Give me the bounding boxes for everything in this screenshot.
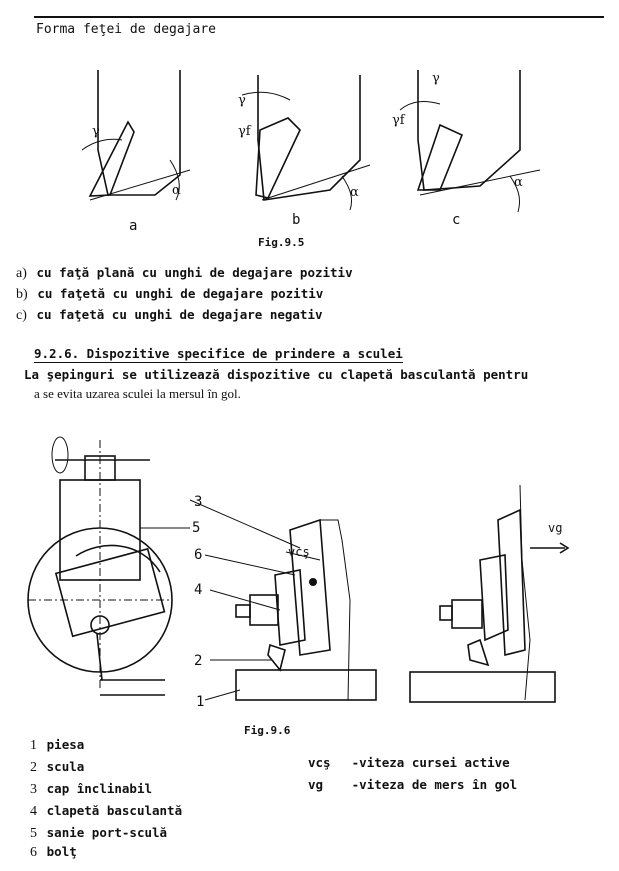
planer-head-side-view-active <box>190 500 376 700</box>
gamma-f-label-c: γf <box>392 113 405 128</box>
callout-4: 4 <box>194 582 203 598</box>
subsection-heading: 9.2.6. Dispozitive specifice de prindere a sculei <box>34 346 403 361</box>
callout-5: 5 <box>192 520 201 536</box>
callout-3: 3 <box>194 494 203 510</box>
vg-arrow-label: vg <box>548 521 563 535</box>
gamma-label-a: γ <box>92 124 100 139</box>
list-item: vcş -viteza cursei active <box>308 755 510 770</box>
paragraph-line-2: a se evita uzarea sculei la mersul în gol. <box>34 386 241 401</box>
panel-label-b: b <box>292 212 301 228</box>
list-item: 6 bolţ <box>30 844 77 860</box>
alpha-label-a: α <box>172 183 181 198</box>
planer-head-front-view <box>28 437 190 695</box>
section-title: Forma feţei de degajare <box>36 22 217 37</box>
list-item: a) cu faţă plană cu unghi de degajare pozitiv <box>16 265 353 281</box>
list-item: 1 piesa <box>30 737 85 753</box>
vcs-arrow-label: vcş <box>288 545 310 559</box>
alpha-label-b: α <box>350 185 359 200</box>
figure-9-5-caption: Fig.9.5 <box>258 236 305 249</box>
velocity-legend <box>308 752 517 796</box>
panel-label-a: a <box>129 218 138 234</box>
planer-head-side-view-return <box>410 485 568 702</box>
callout-1: 1 <box>196 694 205 710</box>
parts-legend <box>30 734 182 863</box>
figure-9-6-caption: Fig.9.6 <box>244 724 291 737</box>
gamma-label-c: γ <box>432 71 440 86</box>
paragraph-line-1: La şepinguri se utilizează dispozitive cu clapetă basculantă pentru <box>24 367 529 382</box>
list-item: vg -viteza de mers în gol <box>308 777 518 792</box>
list-item: 2 scula <box>30 759 85 775</box>
list-item: 5 sanie port-sculă <box>30 825 168 841</box>
list-item: b) cu faţetă cu unghi de degajare pozitiv <box>16 286 324 302</box>
gamma-label-b: γ <box>238 93 246 108</box>
callout-2: 2 <box>194 653 203 669</box>
list-item: c) cu faţetă cu unghi de degajare negativ <box>16 307 323 323</box>
list-item: 3 cap înclinabil <box>30 781 152 797</box>
alpha-label-c: α <box>514 175 523 190</box>
list-item: 4 clapetă basculantă <box>30 803 183 819</box>
panel-label-c: c <box>452 212 461 228</box>
callout-6: 6 <box>194 547 203 563</box>
gamma-f-label-b: γf <box>238 124 251 139</box>
